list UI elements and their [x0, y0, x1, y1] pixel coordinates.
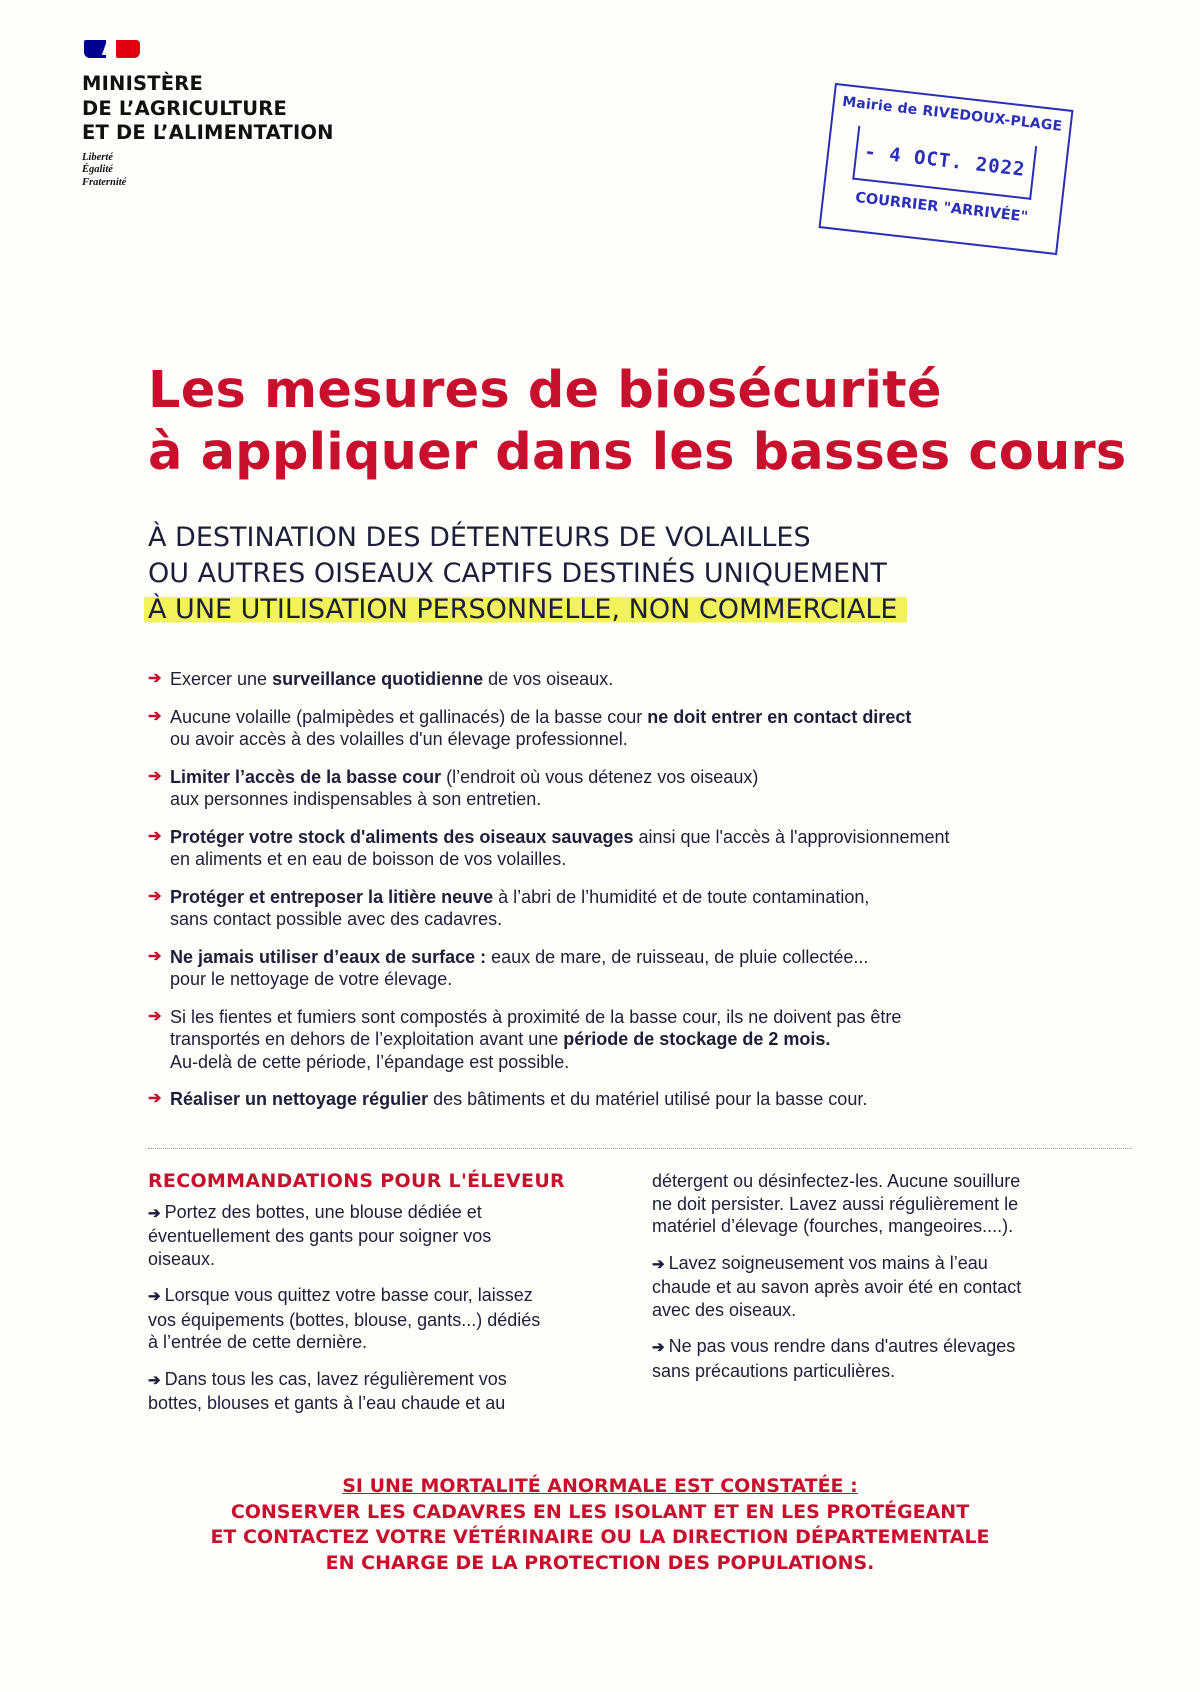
text: Ne pas vous rendre dans d'autres élevages — [668, 1336, 1016, 1356]
text: à l’abri de l’humidité et de toute contamination, — [493, 886, 870, 907]
arrow-right-icon: ➔ — [652, 1255, 665, 1273]
recommendation-item — [652, 1335, 1122, 1382]
text: des bâtiments et du matériel utilisé pour la basse cour. — [428, 1089, 868, 1109]
arrow-right-icon: ➔ — [148, 1204, 161, 1222]
republic-motto — [82, 152, 382, 190]
text: Lavez soigneusement vos mains à l’eau — [668, 1252, 988, 1273]
bold-text: Protéger et entreposer la litière neuve — [170, 886, 494, 907]
text: pour le nettoyage de votre élevage. — [170, 969, 453, 989]
text: en aliments et en eau de boisson de vos volailles. — [170, 849, 567, 869]
measure-item — [148, 1006, 1108, 1074]
text: à l’entrée de cette dernière. — [148, 1332, 368, 1352]
warning-line: ET CONTACTEZ VOTRE VÉTÉRINAIRE OU LA DIRECTION DÉPARTEMENTALE — [210, 1526, 990, 1548]
text: transportés en dehors de l’exploitation avant une — [170, 1029, 564, 1049]
recommendation-item — [148, 1201, 608, 1271]
motto-line: Liberté — [82, 151, 113, 163]
ministry-line: MINISTÈRE — [82, 72, 204, 95]
text: Exercer une — [170, 669, 273, 689]
bold-text: Ne jamais utiliser d’eaux de surface : — [170, 946, 487, 967]
ministry-name — [82, 72, 382, 146]
text: vos équipements (bottes, blouse, gants...) dédiés — [148, 1309, 541, 1330]
text: matériel d’élevage (fourches, mangeoires....). — [652, 1216, 1014, 1236]
recommendations-left-column — [148, 1170, 608, 1429]
arrow-right-icon: ➔ — [148, 1288, 161, 1305]
text: sans contact possible avec des cadavres. — [170, 909, 503, 929]
stamp-date: - 4 OCT. 2022 — [863, 140, 1027, 181]
received-stamp — [819, 83, 1074, 255]
motto-line: Égalité — [82, 164, 113, 175]
subtitle-line: OU AUTRES OISEAUX CAPTIFS DESTINÉS UNIQUEMENT — [148, 558, 887, 589]
arrow-right-icon: ➔ — [148, 947, 162, 965]
recommendation-item — [652, 1252, 1122, 1322]
measure-item — [148, 946, 1108, 991]
bold-text: surveillance quotidienne — [272, 669, 484, 689]
ministry-line: DE L’AGRICULTURE — [82, 96, 288, 120]
ministry-line: ET DE L’ALIMENTATION — [82, 121, 334, 144]
section-divider — [148, 1148, 1132, 1149]
recommendation-item — [148, 1368, 608, 1415]
stamp-date-box — [852, 126, 1037, 200]
measure-item — [148, 766, 1108, 811]
text: sans précautions particulières. — [652, 1360, 896, 1381]
measure-item — [148, 886, 1108, 931]
text: avec des oiseaux. — [652, 1299, 797, 1320]
arrow-right-icon: ➔ — [148, 670, 162, 687]
arrow-right-icon: ➔ — [148, 767, 162, 785]
arrow-right-icon: ➔ — [148, 1371, 161, 1389]
text: ne doit persister. Lavez aussi régulièrement le — [652, 1193, 1019, 1214]
recommendation-item — [148, 1284, 608, 1354]
bold-text: Réaliser un nettoyage régulier — [170, 1089, 429, 1109]
text: eaux de mare, de ruisseau, de pluie collectée... — [486, 946, 869, 967]
stamp-label: COURRIER "ARRIVÉE" — [854, 189, 1029, 226]
mortality-warning — [150, 1474, 1050, 1576]
text: de vos oiseaux. — [483, 669, 614, 689]
text: éventuellement des gants pour soigner vos — [148, 1226, 492, 1246]
text: Dans tous les cas, lavez régulièrement vos — [164, 1368, 507, 1389]
text: (l’endroit où vous détenez vos oiseaux) — [441, 766, 759, 787]
recommendation-continuation — [652, 1170, 1122, 1238]
page-subtitle — [148, 520, 1108, 628]
text: Lorsque vous quittez votre basse cour, laissez — [164, 1285, 533, 1305]
warning-line: CONSERVER LES CADAVRES EN LES ISOLANT ET EN LES PROTÉGEANT — [230, 1500, 970, 1523]
highlighted-subtitle-line: À UNE UTILISATION PERSONNELLE, NON COMMERCIALE — [144, 594, 907, 625]
text: aux personnes indispensables à son entretien. — [170, 789, 542, 809]
arrow-right-icon: ➔ — [148, 827, 162, 845]
bold-text: ne doit entrer en contact direct — [647, 706, 912, 727]
text: ainsi que l'accès à l'approvisionnement — [633, 826, 950, 847]
measure-item — [148, 706, 1108, 751]
page-title — [148, 360, 1148, 484]
bold-text: période de stockage de 2 mois. — [563, 1029, 831, 1049]
recommendations-title: RECOMMANDATIONS POUR L'ÉLEVEUR — [148, 1170, 565, 1192]
bold-text: Limiter l’accès de la basse cour — [170, 766, 442, 787]
text: bottes, blouses et gants à l’eau chaude et au — [148, 1393, 506, 1413]
arrow-right-icon: ➔ — [148, 1007, 162, 1025]
ministry-logo — [82, 40, 382, 189]
title-line: à appliquer dans les basses cours — [148, 423, 1127, 482]
stamp-town: Mairie de RIVEDOUX-PLAGE — [841, 93, 1064, 135]
text: Au-delà de cette période, l’épandage est possible. — [170, 1051, 570, 1072]
text: chaude et au savon après avoir été en contact — [652, 1277, 1022, 1297]
measure-item — [148, 826, 1108, 871]
motto-line: Fraternité — [82, 176, 127, 188]
text: Portez des bottes, une blouse dédiée et — [164, 1201, 482, 1222]
subtitle-line: À DESTINATION DES DÉTENTEURS DE VOLAILLES — [148, 522, 811, 553]
bold-text: Protéger votre stock d'aliments des oiseaux sauvages — [170, 826, 634, 847]
arrow-right-icon: ➔ — [148, 707, 162, 725]
marianne-flag-icon — [84, 40, 142, 62]
arrow-right-icon: ➔ — [652, 1339, 665, 1356]
text: détergent ou désinfectez-les. Aucune souillure — [652, 1171, 1021, 1191]
arrow-right-icon: ➔ — [148, 887, 162, 905]
arrow-right-icon: ➔ — [148, 1090, 162, 1107]
biosecurity-measures-list — [148, 668, 1108, 1126]
warning-line: EN CHARGE DE LA PROTECTION DES POPULATIONS. — [325, 1551, 875, 1574]
title-line: Les mesures de biosécurité — [148, 361, 942, 420]
text: oiseaux. — [148, 1248, 216, 1269]
text: ou avoir accès à des volailles d'un élevage professionnel. — [170, 729, 628, 749]
text: Aucune volaille (palmipèdes et gallinacés) de la basse cour — [170, 706, 648, 727]
warning-heading: SI UNE MORTALITÉ ANORMALE EST CONSTATÉE : — [342, 1475, 858, 1497]
measure-item — [148, 668, 1108, 691]
measure-item — [148, 1088, 1108, 1111]
text: Si les fientes et fumiers sont compostés à proximité de la basse cour, ils ne doivent pas être — [170, 1006, 902, 1027]
recommendations-right-column — [652, 1170, 1122, 1396]
